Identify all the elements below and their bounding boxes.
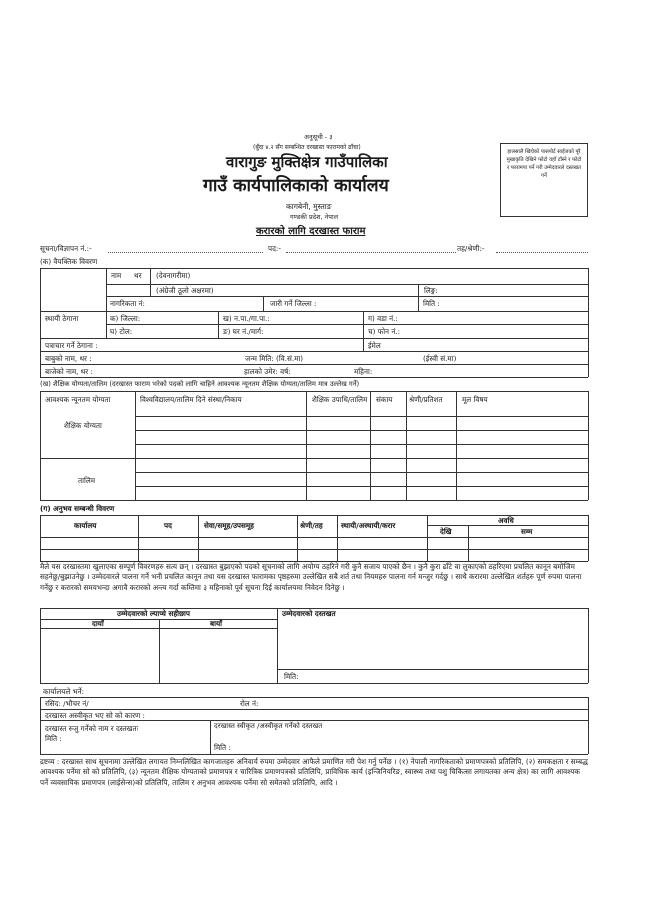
notice-number-label: सूचना/विज्ञापन नं.:-: [40, 244, 92, 253]
approver-date-label: मिति :: [214, 743, 231, 752]
right-thumb-label: दायाँ: [92, 619, 104, 628]
house-number-label: ङ) घर नं./मार्ग:: [223, 327, 264, 336]
approver-label: दरखास्त स्वीकृत /अस्वीकृत गर्नेको दस्तखत: [214, 722, 323, 730]
dob-bs-label: जन्म मिति: (वि.सं.मा): [245, 354, 304, 363]
age-years-label: हालको उमेर: वर्ष:: [244, 367, 291, 376]
english-caps-label: (अंग्रेजी ठूलो अक्षरमा): [156, 286, 214, 295]
thumbprint-title: उम्मेदवारको ल्याप्चे सहीछाप: [117, 609, 190, 618]
exp-header-service: सेवा/समूह/उपसमूह: [204, 521, 254, 530]
name-label: नाम: [111, 271, 122, 280]
edu-header-major: मूल विषय: [462, 395, 488, 404]
level-label: तह/श्रेणी:-: [457, 244, 485, 253]
edu-row-label: शैक्षिक योग्यता: [64, 421, 102, 430]
signature-date-label: मिति:: [284, 672, 299, 681]
exp-header-post: पद: [164, 521, 172, 530]
signature-box[interactable]: [279, 620, 586, 668]
mailing-address-label: पत्राचार गर्ने ठेगाना :: [45, 341, 98, 350]
exp-header-period: अवधि: [498, 516, 514, 525]
permanent-address-label: स्थायी ठेगाना: [45, 314, 79, 323]
photo-box[interactable]: [500, 143, 588, 217]
devanagari-label: (देवनागरीमा): [156, 271, 191, 280]
grandfather-name-label: बाजेको नाम, थर :: [45, 367, 93, 376]
gender-label: लिङ्ग:: [424, 286, 438, 295]
office-use-label: कार्यालयले भर्ने:: [43, 687, 85, 696]
exp-header-level: श्रेणी/तह: [300, 521, 323, 530]
office-name: गाउँ कार्यपालिकाको कार्यालय: [203, 176, 389, 196]
receipt-label: रसिद: /भौचर नं/: [45, 699, 89, 708]
dob-ad-label: (ईस्वी सं.मा): [423, 354, 457, 363]
ward-label: ग) वडा नं.:: [368, 314, 398, 323]
father-name-label: बाबुको नाम, थर :: [45, 354, 92, 363]
left-thumb-label: बायाँ: [210, 619, 222, 628]
address-line-1: कागबेनी, मुस्ताङ: [286, 202, 332, 211]
form-title: करारको लागि दरखास्त फाराम: [256, 226, 366, 237]
name-devanagari-field[interactable]: [230, 268, 586, 284]
email-label: ईमेल: [368, 341, 381, 350]
edu-header-institution: विश्वविद्यालय/तालिम दिने संस्था/निकाय: [140, 395, 242, 404]
annex-note: (बुँदा ४.२ सँग सम्बन्धित दरखास्त फारामको ढाँचा): [253, 144, 361, 151]
edu-header-faculty: संकाय: [376, 395, 393, 404]
checker-label: दरखास्त रुजु गर्नेको नाम र दस्तखतः: [45, 724, 139, 733]
citizenship-number-label: नागरिकता नं:: [110, 299, 145, 308]
edu-header-division: श्रेणी/प्रतिशत: [409, 395, 443, 404]
post-label: पद:-: [268, 244, 281, 253]
exp-header-to: सम्म: [521, 527, 533, 536]
surname-label: थर: [134, 271, 142, 280]
right-thumbprint-box[interactable]: [42, 630, 157, 681]
address-line-2: गण्डकी प्रदेश, नेपाल: [290, 213, 339, 221]
note-text: द्रष्टव्य : दरखास्त साथ सूचनामा उल्लेखित लगायत निम्नलिखित कागजातहरु अनिवार्य रुपमा उम्मेदवार आफैले प्रमाणित गरी पेश गर्नु पर्नेछ । (१) नेपाली नागरिकताको प्रमाणपत्रको प्रतिलिपि, (२) समकक्षता र सम्बद्ध आवश्यक पर्नेमा सो को प्रतिलिपि, (३) न्यूनतम शैक्षिक योग्यताको प्रमाणपत्र र चारित्रिक प्रमाणपत्रको प्रतिलिपि, प्राविधिक कार्य (इन्जिनियरिङ, स्वास्थ्य तथा पशु चिकित्सा लगायतका अन्य क्षेत्र) का लागि आवश्यक पर्ने व्यवसायिक प्रमाणपत्र (लाईसेन्स)को प्रतिलिपि, तालिम र अनुभव आवश्यक पर्नेमा सो समेतको प्रतिलिपि, आदि ।: [40, 757, 588, 787]
tole-label: घ) टोल:: [110, 327, 133, 336]
left-thumbprint-box[interactable]: [161, 630, 275, 681]
exp-header-type: स्थायी/अस्थायी/करार: [341, 521, 396, 530]
exp-header-office: कार्यालय: [74, 521, 97, 530]
level-input[interactable]: [496, 252, 588, 253]
municipality-name: वारागुङ मुक्तिक्षेत्र गाउँपालिका: [226, 153, 388, 171]
signature-title: उम्मेदवारको दस्तखत: [282, 609, 336, 618]
edu-header-degree: शैक्षिक उपाधि/तालिम: [312, 395, 368, 404]
name-english-field[interactable]: [250, 284, 416, 296]
citizenship-date-label: मिति :: [423, 299, 440, 308]
declaration-text: मैले यस दरखास्तमा खुलाएका सम्पूर्ण विवरणहरु सत्य छन् । दरखास्त बुझाएको पदको सूचनाको लागि अयोग्य ठहरिने गरी कुनै सजाय पाएको छैन । कुनै कुरा ढाँटे वा लुकाएको ठहरिएमा प्रचलित कानून बमोजिम सहनेछु/बुझाउनेछु । उम्मेदवारले पालना गर्ने भनी प्रचलित कानून तथा यस दरखास्त फारामका पृष्ठहरुमा उल्लेखित सबै शर्त तथा नियमहरु पालना गर्न मन्जुर गर्दछु । साथै करारमा उल्लेखित शर्तहरु पूर्ण रुपमा पालना गर्नेछु र करारको समयभन्दा अगावै करारको अन्त्य गर्दा कम्तिमा ३ महिनाको पूर्व सूचना दिई कार्यालयमा निवेदन दिनेछु ।: [40, 562, 582, 592]
phone-label: च) फोन नं.:: [368, 327, 401, 336]
checker-date-label: मिति :: [45, 734, 62, 743]
section-ga-title: (ग) अनुभव सम्बन्धी विवरण: [40, 504, 115, 513]
district-label: क) जिल्ला:: [110, 314, 141, 323]
issuing-district-label: जारी गर्ने जिल्ला :: [270, 299, 317, 308]
section-ka-title: (क) वैयक्तिक विवरण: [40, 257, 98, 266]
annex-label: अनुसूची - ३: [304, 133, 333, 141]
exp-header-from: देखि: [440, 527, 452, 536]
age-months-label: महिना:: [354, 367, 373, 376]
training-row-label: तालिम: [78, 476, 95, 485]
post-input[interactable]: [286, 252, 456, 253]
edu-header-min-qual: आवश्यक न्यूनतम योग्यता: [45, 395, 111, 404]
roll-number-label: रोल नं:: [240, 699, 259, 708]
notice-number-input[interactable]: [108, 252, 263, 253]
municipality-label: ख) न.पा./गा.पा.:: [223, 314, 270, 323]
section-kha-title: (ख) शैक्षिक योग्यता/तालिम (दरखास्त फाराम भरेको पदको लागि चाहिने आवश्यक न्यूनतम शैक्षिक योग्यता/तालिम मात्र उल्लेख गर्ने): [40, 380, 360, 388]
rejection-reason-label: दरखास्त अस्वीकृत भए सो को कारण :: [45, 711, 145, 720]
photo-instruction: हालसालै खिचेको पासपोर्ट साईजको पूरै मुखाकृति देखिने फोटो यहाँ टाँस्ने र फोटो र फारामपा पर्ने गरी उम्मेदवारले दस्तखत गर्ने: [506, 149, 582, 179]
